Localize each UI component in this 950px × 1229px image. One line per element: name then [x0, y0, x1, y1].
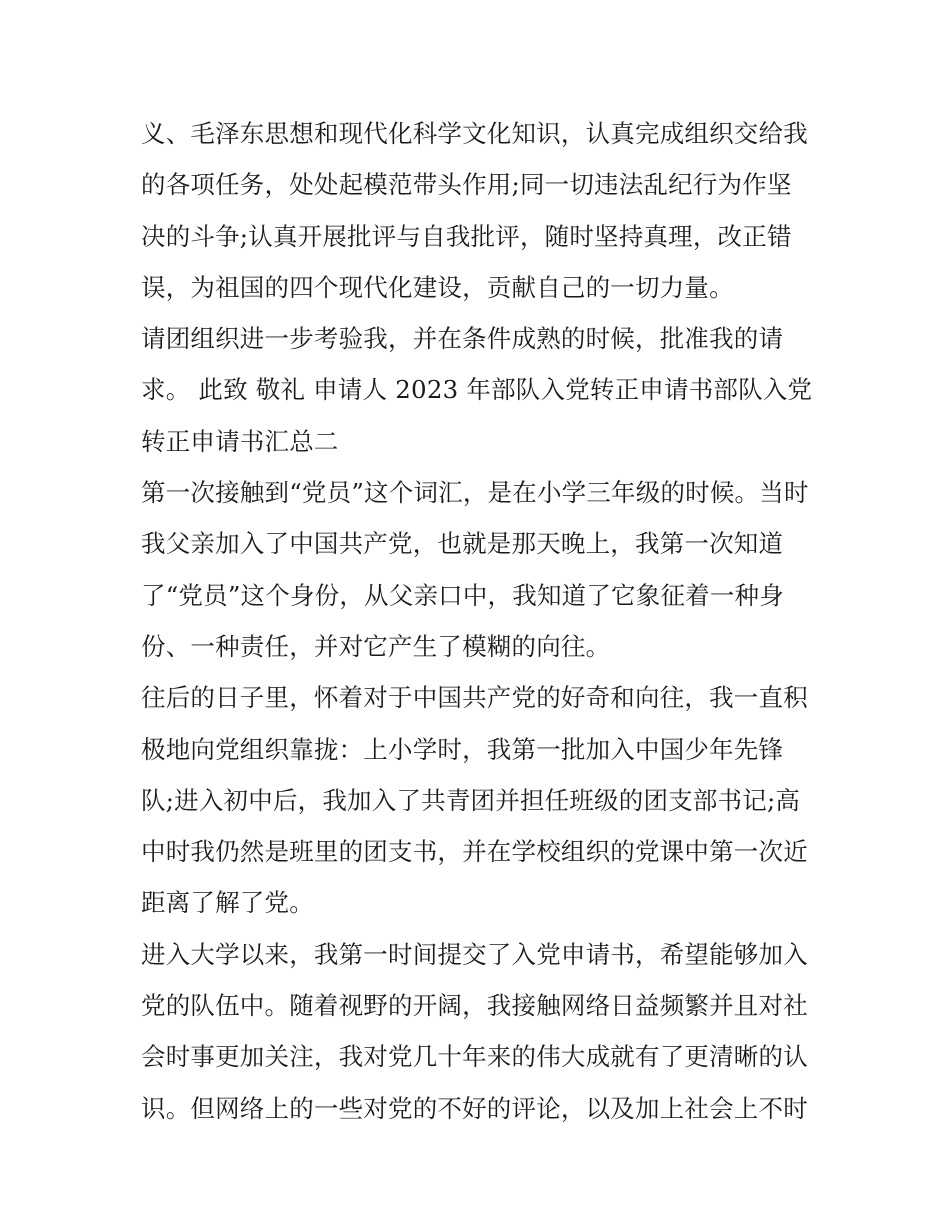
text-line: 请团组织进一步考验我，并在条件成熟的时候，批准我的请 — [141, 324, 784, 354]
text-line: 识。但网络上的一些对党的不好的评论，以及加上社会上不时 — [141, 1093, 808, 1123]
text-line: 极地向党组织靠拢：上小学时，我第一批加入中国少年先锋 — [141, 734, 784, 764]
text-line: 的各项任务，处处起模范带头作用;同一切违法乱纪行为作坚 — [141, 170, 792, 200]
text-line: 会时事更加关注，我对党几十年来的伟大成就有了更清晰的认 — [141, 1042, 808, 1072]
text-line: 我父亲加入了中国共产党，也就是那天晚上，我第一次知道 — [141, 529, 784, 559]
text-line: 往后的日子里，怀着对于中国共产党的好奇和向往，我一直积 — [141, 683, 808, 713]
text-line: 第一次接触到“党员”这个词汇，是在小学三年级的时候。当时 — [141, 478, 809, 508]
text-line: 队;进入初中后，我加入了共青团并担任班级的团支部书记;高 — [141, 785, 801, 815]
text-line: 中时我仍然是班里的团支书，并在学校组织的党课中第一次近 — [141, 837, 808, 867]
text-line: 了“党员”这个身份，从父亲口中，我知道了它象征着一种身 — [141, 580, 784, 610]
text-line: 转正申请书汇总二 — [141, 426, 339, 456]
text-line: 义、毛泽东思想和现代化科学文化知识，认真完成组织交给我 — [141, 119, 808, 148]
text-line: 份、一种责任，并对它产生了模糊的向往。 — [141, 631, 611, 661]
text-line: 误，为祖国的四个现代化建设，贡献自己的一切力量。 — [141, 272, 734, 302]
text-line: 距离了解了党。 — [141, 888, 314, 918]
text-line: 进入大学以来，我第一时间提交了入党申请书，希望能够加入 — [141, 939, 808, 969]
text-line: 党的队伍中。随着视野的开阔，我接触网络日益频繁并且对社 — [141, 991, 808, 1021]
document-body — [141, 108, 821, 1134]
text-line: 求。 此致 敬礼 申请人 2023 年部队入党转正申请书部队入党 — [141, 375, 813, 405]
text-line: 决的斗争;认真开展批评与自我批评，随时坚持真理，改正错 — [141, 221, 792, 251]
